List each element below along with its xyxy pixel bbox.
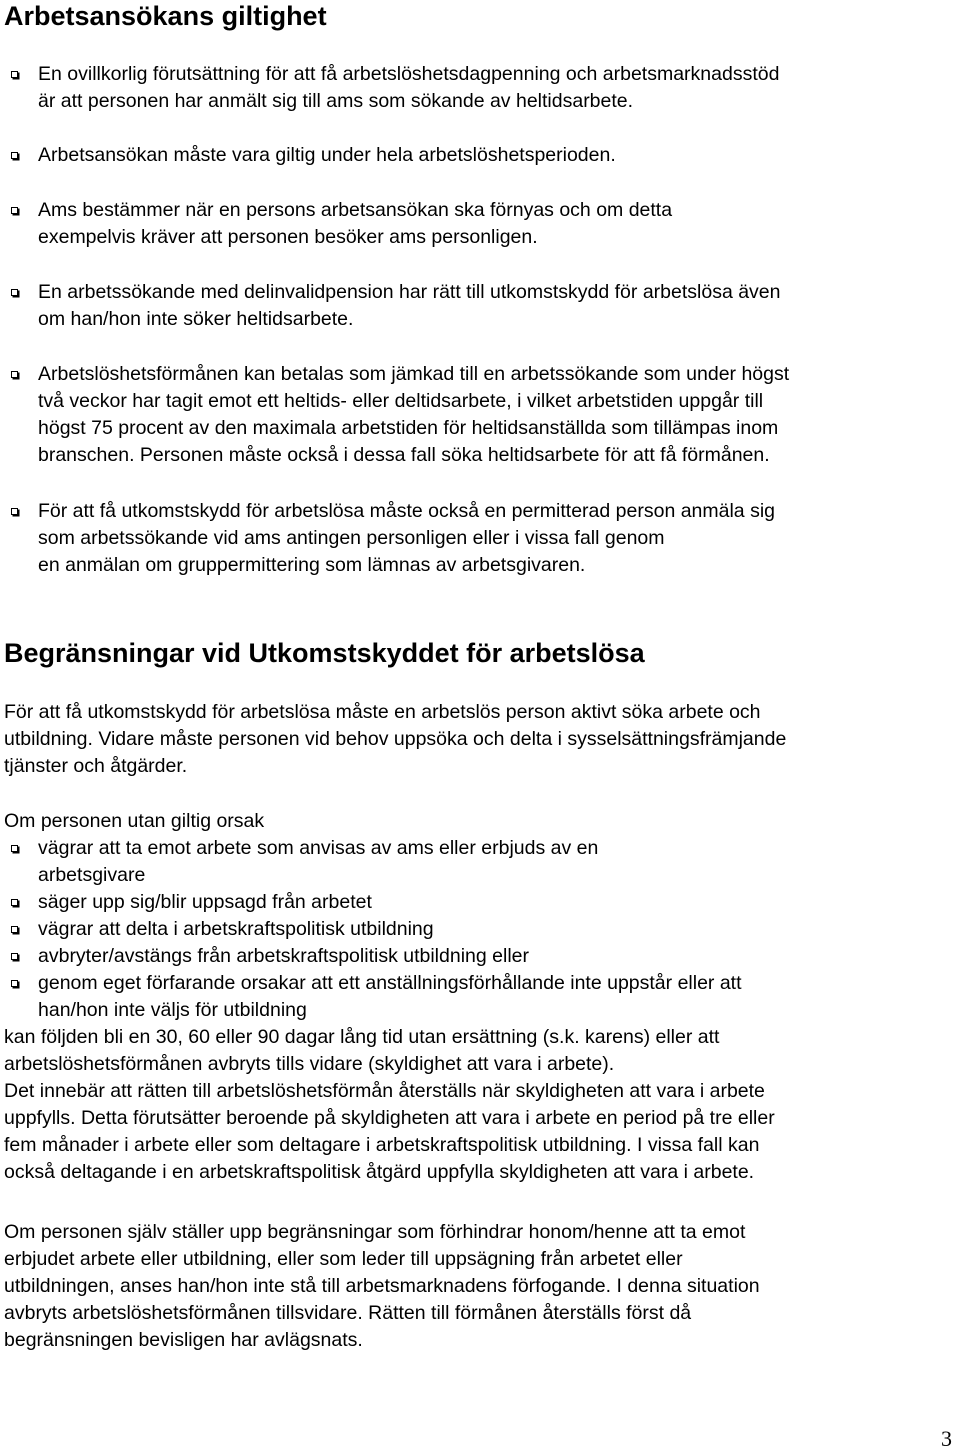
page-number: 3: [941, 1426, 952, 1451]
section-heading-arbetsansokan: Arbetsansökans giltighet: [4, 1, 327, 31]
checkbox-bullet-icon: [11, 508, 18, 515]
condition-item: vägrar att delta i arbetskraftspolitisk utbildning: [38, 916, 958, 943]
checkbox-bullet-icon: [11, 71, 18, 78]
checkbox-bullet-icon: [11, 899, 18, 906]
self-limitation-paragraph: Om personen själv ställer upp begränsningar som förhindrar honom/henne att ta emot erbjudet arbete eller utbildning, eller som leder till uppsägning från arbetet eller utbildningen, anses han/hon inte stå till arbetsmarknadens förfogande. I denna situation avbryts arbetslöshetsförmånen tillsvidare. Rätten till förmånen återställs först då begränsningen bevisligen har avlägsnats.: [4, 1221, 760, 1351]
checkbox-bullet-icon: [11, 845, 18, 852]
bullet-item: En arbetssökande med delinvalidpension har rätt till utkomstskydd för arbetslösa även om han/hon inte söker heltidsarbete.: [38, 279, 958, 333]
bullet-item: En ovillkorlig förutsättning för att få arbetslöshetsdagpenning och arbetsmarknadsstöd är att personen har anmält sig till ams som sökande av heltidsarbete.: [38, 61, 958, 115]
condition-item: säger upp sig/blir uppsagd från arbetet: [38, 889, 958, 916]
bullet-item: För att få utkomstskydd för arbetslösa måste också en permitterad person anmäla sig som arbetssökande vid ams antingen personligen eller i vissa fall genom en anmälan om gruppermittering som lämnas av arbetsgivaren.: [38, 498, 958, 579]
bullet-item: Arbetsansökan måste vara giltig under hela arbetslöshetsperioden.: [38, 142, 958, 169]
checkbox-bullet-icon: [11, 289, 18, 296]
intro-paragraph: För att få utkomstskydd för arbetslösa måste en arbetslös person aktivt söka arbete och utbildning. Vidare måste personen vid behov uppsöka och delta i sysselsättningsfrämjande tjänster och åtgärder.: [4, 701, 787, 777]
condition-item: vägrar att ta emot arbete som anvisas av ams eller erbjuds av en arbetsgivare: [38, 835, 958, 889]
checkbox-bullet-icon: [11, 980, 18, 987]
consequence-paragraph: kan följden bli en 30, 60 eller 90 dagar lång tid utan ersättning (s.k. karens) eller att arbetslöshetsförmånen avbryts tills vidare (skyldighet att vara i arbete). Det innebär att rätten till arbetslöshetsförmån återställs när skyldigheten att vara i arbete uppfylls. Detta förutsätter beroende på skyldigheten att vara i arbete en period på tre eller fem månader i arbete eller som deltagare i arbetskraftspolitisk utbildning. I vissa fall kan också deltagande i en arbetskraftspolitisk åtgärd uppfylla skyldigheten att vara i arbete.: [4, 1026, 775, 1183]
checkbox-bullet-icon: [11, 926, 18, 933]
checkbox-bullet-icon: [11, 371, 18, 378]
checkbox-bullet-icon: [11, 953, 18, 960]
bullet-item: Ams bestämmer när en persons arbetsansökan ska förnyas och om detta exempelvis kräver att personen besöker ams personligen.: [38, 197, 958, 251]
bullet-item: Arbetslöshetsförmånen kan betalas som jämkad till en arbetssökande som under högst två veckor har tagit emot ett heltids- eller deltidsarbete, i vilket arbetstiden uppgår till högst 75 procent av den maximala arbetstiden för heltidsanställda som tillämpas inom branschen. Personen måste också i dessa fall söka heltidsarbete för att få förmånen.: [38, 361, 958, 469]
condition-item: genom eget förfarande orsakar att ett anställningsförhållande inte uppstår eller att han/hon inte väljs för utbildning: [38, 970, 958, 1024]
checkbox-bullet-icon: [11, 152, 18, 159]
checkbox-bullet-icon: [11, 207, 18, 214]
condition-lead-text: Om personen utan giltig orsak: [4, 810, 265, 832]
condition-item: avbryter/avstängs från arbetskraftspolitisk utbildning eller: [38, 943, 958, 970]
section-heading-begransningar: Begränsningar vid Utkomstskyddet för arbetslösa: [4, 638, 645, 668]
